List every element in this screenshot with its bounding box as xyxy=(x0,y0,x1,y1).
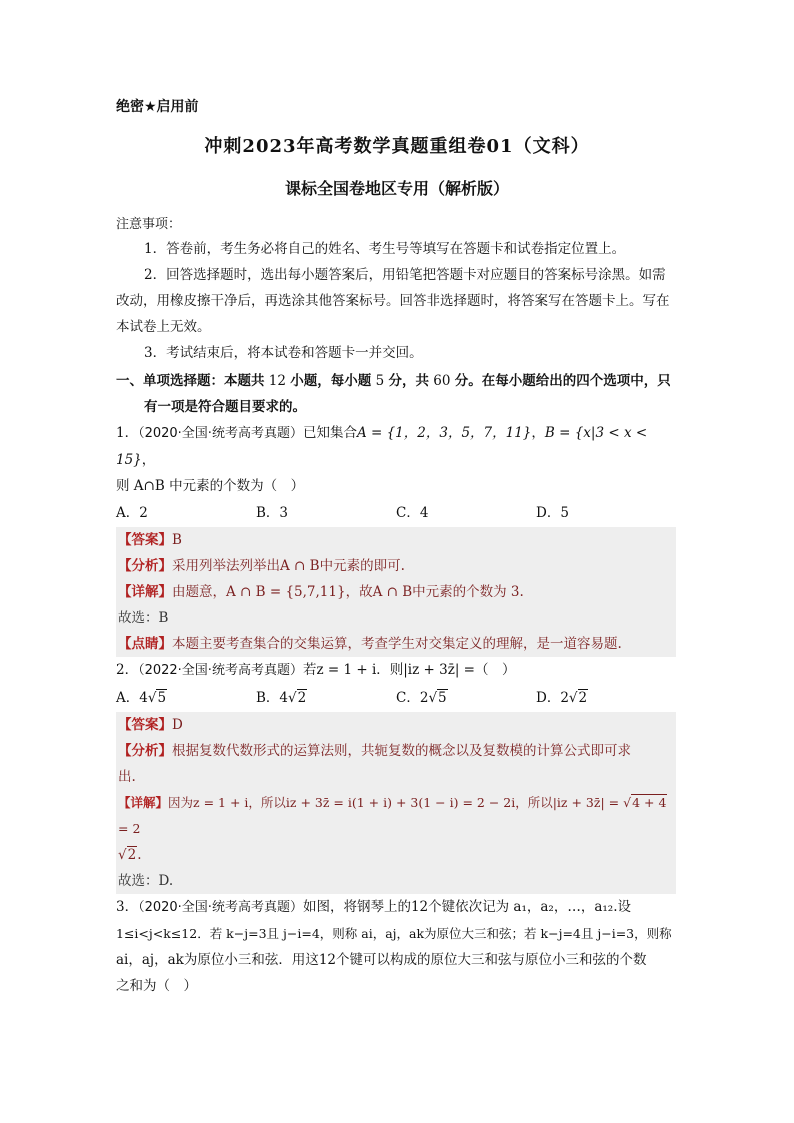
option-a: A．2 xyxy=(116,505,148,521)
detail-line: 【详解】由题意，A ∩ B = {5,7,11}，故A ∩ B中元素的个数为 3. xyxy=(118,584,524,600)
notice-item-1: 1．答卷前，考生务必将自己的姓名、考生号等填写在答题卡和试卷指定位置上。 xyxy=(144,241,626,257)
question-2-options xyxy=(116,684,678,712)
option-d: D．2√2 xyxy=(536,690,588,706)
question-3-stem: 3．（2020·全国·统考高考真题）如图，将钢琴上的12个键依次记为 a₁，a₂，…，a₁₂.设 xyxy=(116,899,632,915)
question-2-solution xyxy=(116,712,676,894)
question-1-solution xyxy=(116,527,676,657)
option-c: C．4 xyxy=(396,505,429,521)
choice-line: 故选：B xyxy=(118,610,169,626)
detail-line: 【详解】因为z = 1 + i，所以iz + 3z̄ = i(1 + i) + 3(1 − i) = 2 − 2i，所以|iz + 3z̄| = √4 + 4 = 2 xyxy=(118,795,667,836)
notice-heading: 注意事项： xyxy=(116,217,182,232)
section-heading: 一、单项选择题：本题共 12 小题，每小题 5 分，共 60 分。在每小题给出的四个选项中，只有一项是符合题目要求的。 xyxy=(116,373,671,415)
analysis-line-cont: 出. xyxy=(118,769,136,785)
answer-line: 【答案】B xyxy=(118,532,182,548)
option-c: C．2√5 xyxy=(396,690,447,706)
option-d: D．5 xyxy=(536,505,569,521)
option-a: A．4√5 xyxy=(116,690,167,706)
question-1-stem: 1．（2020·全国·统考高考真题）已知集合A = {1，2，3，5，7，11}，B = {x|3 < x < 15}， xyxy=(116,425,648,468)
question-3-line-2: 1≤i<j<k≤12．若 k−j=3且 j−i=4，则称 ai，aj，ak为原位大三和弦；若 k−j=4且 j−i=3，则称 xyxy=(116,926,672,941)
document-page xyxy=(116,92,678,999)
question-1-options xyxy=(116,499,678,527)
document-title: 冲刺2023年高考数学真题重组卷01（文科） xyxy=(204,136,590,157)
notice-item-2: 2．回答选择题时，选出每小题答案后，用铅笔把答题卡对应题目的答案标号涂黑。如需改动，用橡皮擦干净后，再选涂其他答案标号。回答非选择题时，将答案写在答题卡上。写在本试卷上无效。 xyxy=(116,267,670,335)
question-2-stem: 2．（2022·全国·统考高考真题）若z = 1 + i．则|iz + 3z̄| =（ ） xyxy=(116,662,516,678)
document-subtitle: 课标全国卷地区专用（解析版） xyxy=(284,179,509,198)
comment-line: 【点睛】本题主要考查集合的交集运算，考查学生对交集定义的理解，是一道容易题. xyxy=(118,636,622,652)
notice-item-3: 3．考试结束后，将本试卷和答题卡一并交回。 xyxy=(144,345,423,361)
option-b: B．4√2 xyxy=(256,690,307,706)
answer-line: 【答案】D xyxy=(118,717,183,733)
analysis-line: 【分析】根据复数代数形式的运算法则，共轭复数的概念以及复数模的计算公式即可求 xyxy=(118,743,631,759)
option-b: B．3 xyxy=(256,505,289,521)
question-1-stem-cont: 则 A∩B 中元素的个数为（ ） xyxy=(116,478,305,494)
detail-line-cont: √2. xyxy=(118,847,142,863)
confidential-label: 绝密★启用前 xyxy=(116,99,199,115)
question-3-line-3: ai，aj，ak为原位小三和弦．用这12个键可以构成的原位大三和弦与原位小三和弦的个数 xyxy=(116,952,647,968)
analysis-line: 【分析】采用列举法列举出A ∩ B中元素的即可. xyxy=(118,558,405,574)
choice-line: 故选：D. xyxy=(118,873,174,889)
question-3-line-4: 之和为（ ） xyxy=(116,978,197,994)
